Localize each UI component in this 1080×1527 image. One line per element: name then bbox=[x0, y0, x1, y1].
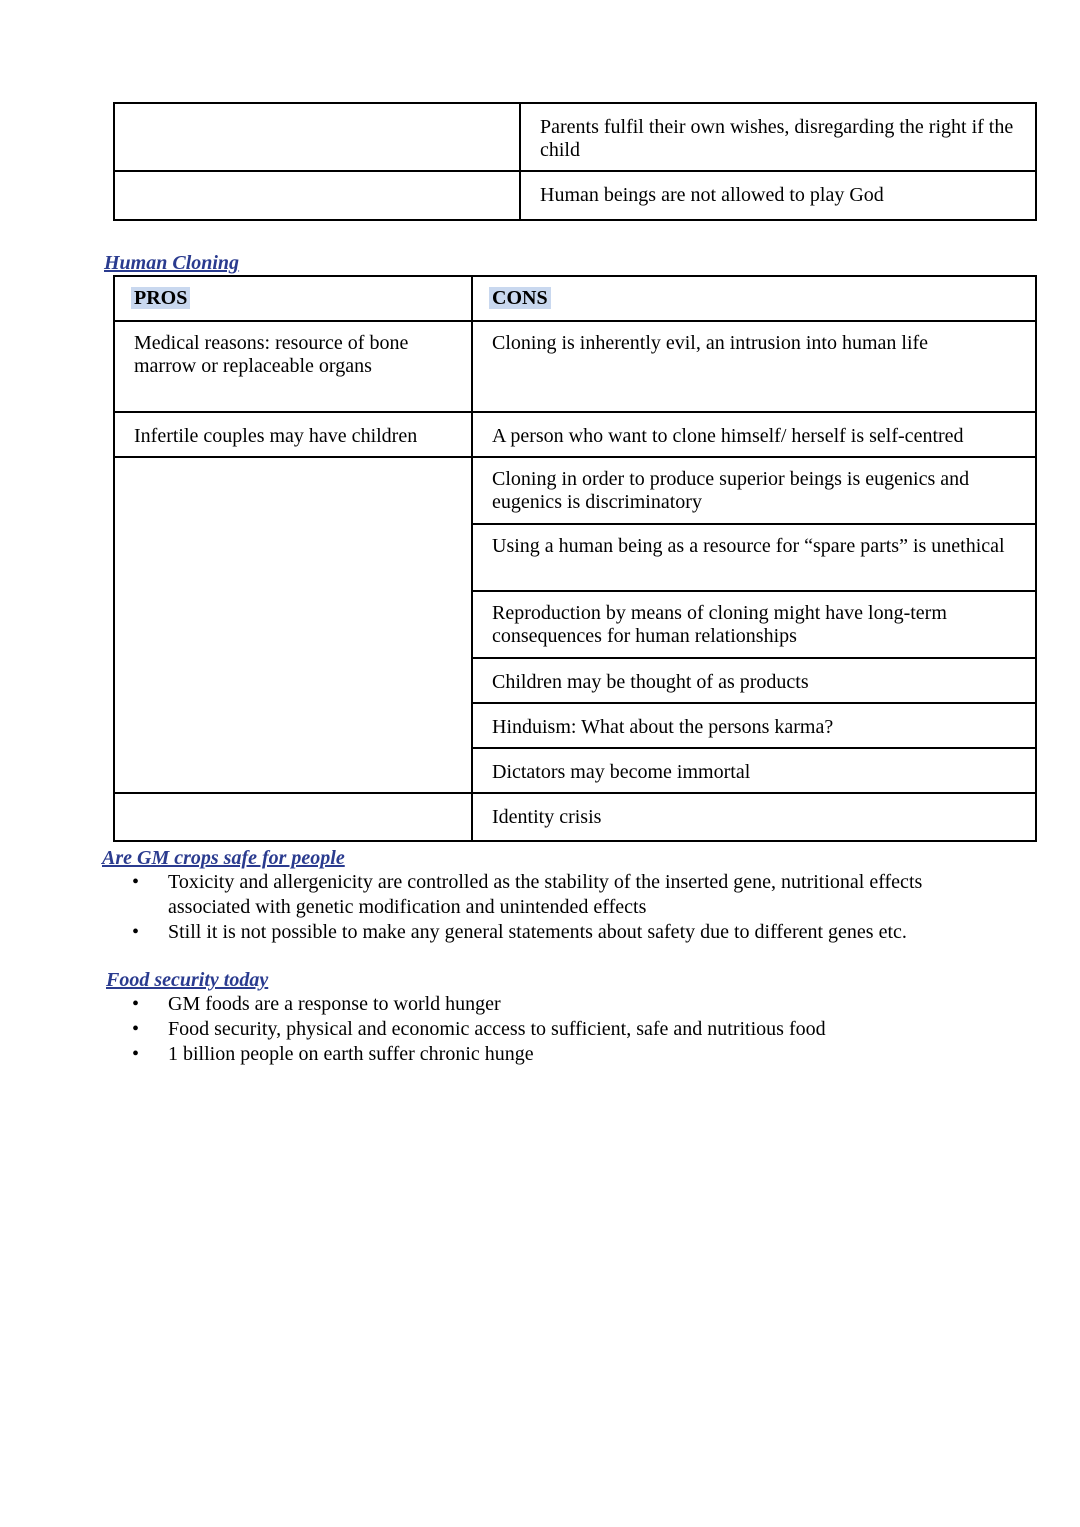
pros-cell: Infertile couples may have children bbox=[114, 412, 472, 457]
cons-cell: Dictators may become immortal bbox=[472, 748, 1036, 793]
food-security-heading[interactable]: Food security today bbox=[106, 969, 269, 991]
cons-cell: Reproduction by means of cloning might have long-term consequences for human relationships bbox=[472, 591, 1036, 658]
human-cloning-heading[interactable]: Human Cloning bbox=[104, 252, 240, 274]
cons-cell: Hinduism: What about the persons karma? bbox=[472, 703, 1036, 748]
list-item: • Toxicity and allergenicity are controlled as the stability of the inserted gene, nutritional effects associated with genetic modification and unintended effects bbox=[102, 870, 1002, 920]
pros-cell-empty bbox=[114, 457, 472, 793]
pros-cell: Medical reasons: resource of bone marrow or replaceable organs bbox=[114, 321, 472, 412]
human-cloning-table bbox=[113, 275, 1037, 842]
table-cell-empty bbox=[114, 171, 520, 220]
continuation-table bbox=[113, 102, 1037, 221]
food-security-list bbox=[102, 992, 1002, 1067]
cons-header-cell bbox=[472, 276, 1036, 321]
cons-cell: Children may be thought of as products bbox=[472, 658, 1036, 703]
cons-cell: Cloning is inherently evil, an intrusion into human life bbox=[472, 321, 1036, 412]
gm-crops-heading[interactable]: Are GM crops safe for people bbox=[102, 847, 345, 869]
list-item: • Still it is not possible to make any general statements about safety due to different genes etc. bbox=[102, 920, 1002, 945]
cons-cell: A person who want to clone himself/ herself is self-centred bbox=[472, 412, 1036, 457]
table-row bbox=[114, 457, 1036, 524]
table-row bbox=[114, 103, 1036, 171]
gm-crops-list bbox=[102, 870, 1002, 945]
table-row bbox=[114, 793, 1036, 841]
list-item: • 1 billion people on earth suffer chronic hunge bbox=[102, 1042, 1002, 1067]
table-cell: Parents fulfil their own wishes, disregarding the right if the child bbox=[520, 103, 1036, 171]
cons-cell: Using a human being as a resource for “spare parts” is unethical bbox=[472, 524, 1036, 591]
cons-cell: Identity crisis bbox=[472, 793, 1036, 841]
table-row bbox=[114, 412, 1036, 457]
pros-header: PROS bbox=[131, 287, 190, 309]
table-cell-empty bbox=[114, 103, 520, 171]
pros-header-cell bbox=[114, 276, 472, 321]
table-cell: Human beings are not allowed to play God bbox=[520, 171, 1036, 220]
list-item: • Food security, physical and economic access to sufficient, safe and nutritious food bbox=[102, 1017, 1002, 1042]
pros-cell-empty bbox=[114, 793, 472, 841]
table-row bbox=[114, 321, 1036, 412]
list-item: • GM foods are a response to world hunger bbox=[102, 992, 1002, 1017]
table-header-row bbox=[114, 276, 1036, 321]
table-row bbox=[114, 171, 1036, 220]
cons-header: CONS bbox=[489, 287, 551, 309]
cons-cell: Cloning in order to produce superior beings is eugenics and eugenics is discriminatory bbox=[472, 457, 1036, 524]
